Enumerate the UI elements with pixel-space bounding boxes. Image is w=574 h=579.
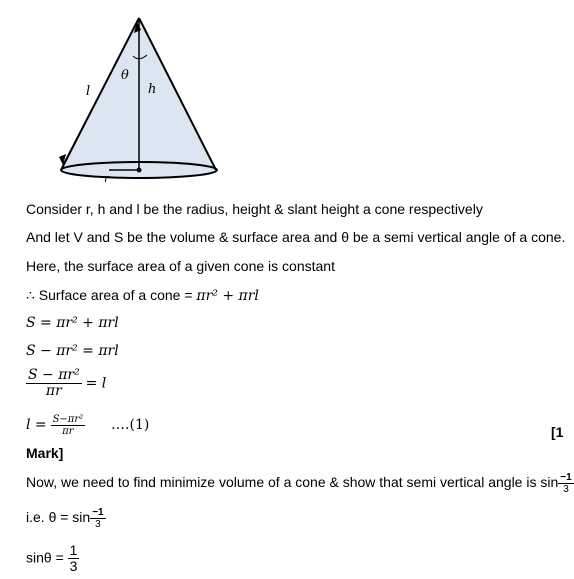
label-h: h xyxy=(148,82,157,97)
mark-open: [1 xyxy=(551,424,564,440)
fraction-2-numerator: S−πr² xyxy=(52,414,84,425)
equation-s: S = πr² + πrl xyxy=(26,315,119,331)
fraction-1-denominator: πr xyxy=(45,383,62,400)
ie-text: i.e. θ = sin xyxy=(26,509,91,526)
equation-s-minus: S − πr² = πrl xyxy=(26,343,119,359)
fraction-2-denominator: πr xyxy=(62,426,74,437)
cone-figure xyxy=(0,0,568,185)
mark-close: Mark] xyxy=(26,445,64,461)
line-consider: Consider r, h and l be the radius, height & slant height a cone respectively xyxy=(26,201,483,217)
line-surface-constant: Here, the surface area of a given cone is constant xyxy=(26,258,335,274)
surface-prefix: ∴ Surface area of a cone = xyxy=(26,287,197,303)
equation-l-lhs: l = xyxy=(26,417,47,434)
surface-expr: πr² + πrl xyxy=(196,288,259,304)
line-let-v-s: And let V and S be the volume & surface area and θ be a semi vertical angle of a cone. xyxy=(26,229,566,245)
minimize-sup: −1 xyxy=(560,472,572,483)
fraction-1-rhs: = l xyxy=(85,375,107,392)
sin-theta-numerator: 1 xyxy=(69,542,78,558)
ie-den: 3 xyxy=(95,519,101,530)
equation-tag: ….(1) xyxy=(111,417,150,434)
line-sin-theta xyxy=(26,543,79,575)
sin-theta-text: sinθ = xyxy=(26,549,64,566)
line-surface-formula xyxy=(26,287,259,304)
label-theta: θ xyxy=(121,68,129,83)
minimize-den: 3 xyxy=(563,484,569,495)
equation-fraction-1 xyxy=(26,368,106,400)
ie-sup: −1 xyxy=(92,507,104,518)
fraction-1-numerator: S − πr² xyxy=(28,367,80,383)
label-l: l xyxy=(86,84,91,99)
base-center-dot xyxy=(137,168,142,173)
line-minimize xyxy=(26,472,574,495)
minimize-text: Now, we need to find minimize volume of a cone & show that semi vertical angle is sin xyxy=(26,474,559,491)
equation-l xyxy=(26,414,149,437)
line-ie-theta xyxy=(26,507,106,530)
label-r: r xyxy=(104,172,110,185)
sin-theta-denominator: 3 xyxy=(69,558,78,575)
